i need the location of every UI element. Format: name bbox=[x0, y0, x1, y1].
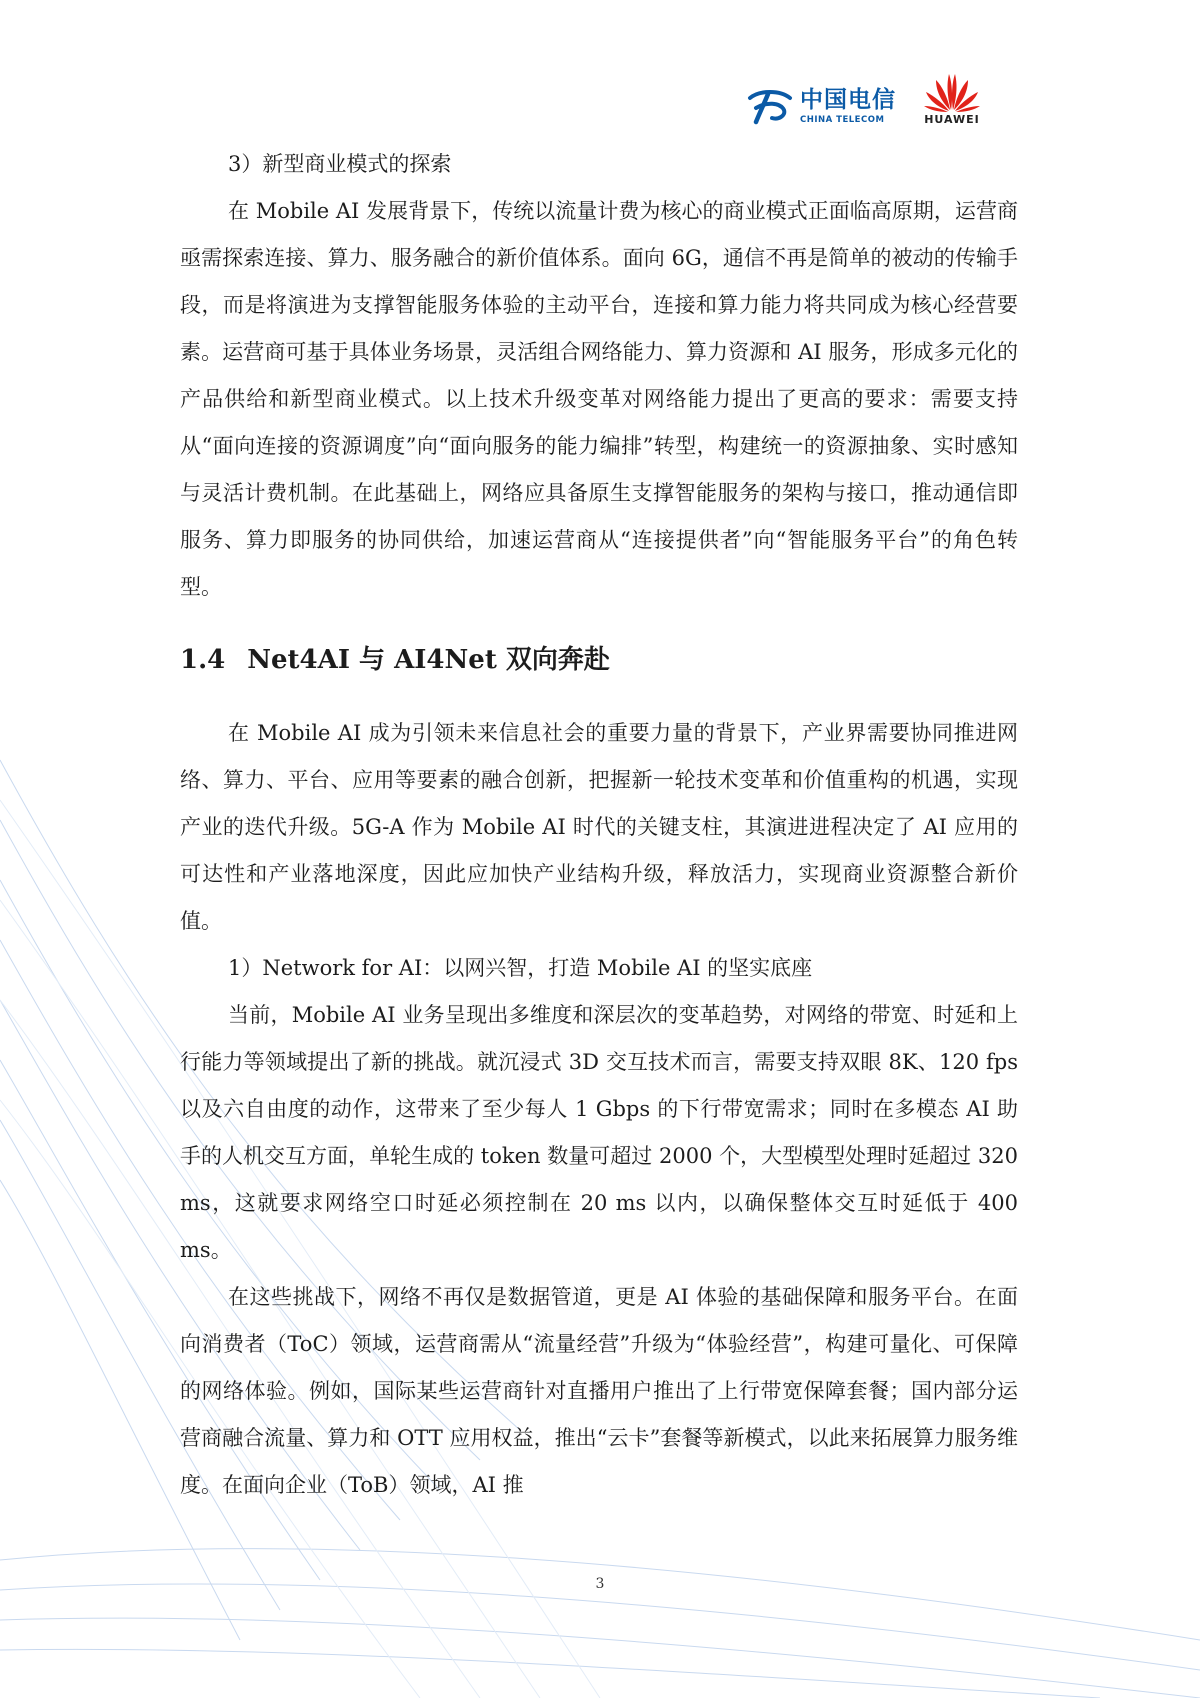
china-telecom-cn-text: 中国电信 bbox=[800, 87, 896, 113]
huawei-logo bbox=[924, 72, 980, 126]
section-3-paragraph: 在 Mobile AI 发展背景下，传统以流量计费为核心的商业模式正面临高原期，运营商亟需探索连接、算力、服务融合的新价值体系。面向 6G，通信不再是简单的被动的传输手段，而是将演进为支撑智能服务体验的主动平台，连接和算力能力将共同成为核心经营要素。运营商可基于具体业务场景，灵活组合网络能力、算力资源和 AI 服务，形成多元化的产品供给和新型商业模式。以上技术升级变革对网络能力提出了更高的要求：需要支持从“面向连接的资源调度”向“面向服务的能力编排”转型，构建统一的资源抽象、实时感知与灵活计费机制。在此基础上，网络应具备原生支撑智能服务的架构与接口，推动通信即服务、算力即服务的协同供给，加速运营商从“连接提供者”向“智能服务平台”的角色转型。 bbox=[180, 199, 1018, 599]
section-3-heading: 3）新型商业模式的探索 bbox=[228, 152, 452, 176]
network-for-ai-paragraph-2: 在这些挑战下，网络不再仅是数据管道，更是 AI 体验的基础保障和服务平台。在面向消费者（ToC）领域，运营商需从“流量经营”升级为“体验经营”，构建可量化、可保障的网络体验。例如，国际某些运营商针对直播用户推出了上行带宽保障套餐；国内部分运营商融合流量、算力和 OTT 应用权益，推出“云卡”套餐等新模式，以此来拓展算力服务维度。在面向企业（ToB）领域，AI 推 bbox=[180, 1285, 1018, 1497]
section-title: Net4AI 与 AI4Net 双向奔赴 bbox=[247, 645, 610, 675]
china-telecom-en-text: CHINA TELECOM bbox=[800, 115, 885, 125]
page-content bbox=[180, 141, 1018, 1509]
huawei-petal-icon bbox=[924, 72, 980, 112]
section-1-4-intro: 在 Mobile AI 成为引领未来信息社会的重要力量的背景下，产业界需要协同推进网络、算力、平台、应用等要素的融合创新，把握新一轮技术变革和价值重构的机遇，实现产业的迭代升级。5G-A 作为 Mobile AI 时代的关键支柱，其演进进程决定了 AI 应用的可达性和产业落地深度，因此应加快产业结构升级，释放活力，实现商业资源整合新价值。 bbox=[180, 721, 1018, 933]
section-number: 1.4 bbox=[180, 645, 226, 675]
network-for-ai-paragraph-1: 当前，Mobile AI 业务呈现出多维度和深层次的变革趋势，对网络的带宽、时延和上行能力等领域提出了新的挑战。就沉浸式 3D 交互技术而言，需要支持双眼 8K、120 fps 以及六自由度的动作，这带来了至少每人 1 Gbps 的下行带宽需求；同时在多模态 AI 助手的人机交互方面，单轮生成的 token 数量可超过 2000 个，大型模型处理时延超过 320 ms，这就要求网络空口时延必须控制在 20 ms 以内，以确保整体交互时延低于 400 ms。 bbox=[180, 1003, 1018, 1262]
network-for-ai-subheading: 1）Network for AI：以网兴智，打造 Mobile AI 的坚实底座 bbox=[228, 956, 813, 980]
section-1-4-heading bbox=[180, 637, 1018, 684]
huawei-text: HUAWEI bbox=[924, 113, 980, 126]
china-telecom-icon bbox=[746, 88, 794, 126]
page-number: 3 bbox=[595, 1576, 605, 1592]
china-telecom-logo bbox=[746, 88, 896, 126]
header-logos bbox=[746, 72, 980, 126]
